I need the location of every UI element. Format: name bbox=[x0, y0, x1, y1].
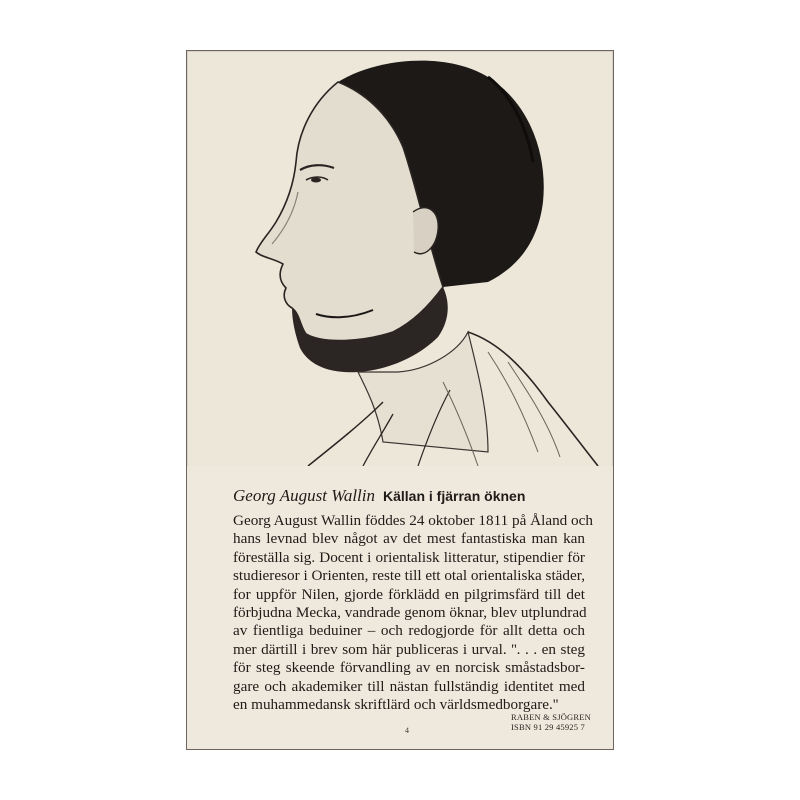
cover-heading bbox=[233, 486, 525, 506]
book-title: Källan i fjärran öknen bbox=[383, 488, 526, 504]
description-panel bbox=[187, 466, 613, 749]
book-back-cover bbox=[186, 50, 614, 750]
blurb-line: hans levnad blev något av det mest fantastiska man kan bbox=[233, 530, 585, 548]
blurb-line: för steg skeende förvandling av en norcisk småstadsbor- bbox=[233, 659, 585, 677]
publisher-block bbox=[511, 712, 591, 732]
blurb-line: gare och akademiker till nästan fullständig identitet med bbox=[233, 677, 585, 695]
blurb-line: studieresor i Orienten, reste till ett otal orientaliska städer, bbox=[233, 567, 585, 585]
blurb-line: mer därtill i brev som här publiceras i urval. ''. . . en steg bbox=[233, 640, 585, 658]
page-number: 4 bbox=[405, 726, 409, 735]
isbn: ISBN 91 29 45925 7 bbox=[511, 722, 585, 732]
blurb-line: föreställa sig. Docent i orientalisk litteratur, stipendier för bbox=[233, 548, 585, 566]
blurb-line: en muhammedansk skriftlärd och världsmedborgare.'' bbox=[233, 696, 559, 714]
blurb-line: Georg August Wallin föddes 24 oktober 1811 på Åland och bbox=[233, 512, 593, 529]
blurb-text bbox=[233, 512, 593, 714]
author-name: Georg August Wallin bbox=[233, 486, 375, 505]
portrait-illustration bbox=[188, 52, 612, 466]
blurb-line: förbjudna Mecka, vandrade genom öknar, blev utplundrad bbox=[233, 604, 587, 622]
blurb-line: av fientliga beduiner – och redogjorde för allt detta och bbox=[233, 622, 585, 640]
portrait-profile-drawing bbox=[188, 52, 612, 466]
publisher-name: RABEN & SJÖGREN bbox=[511, 712, 591, 722]
blurb-line: for uppför Nilen, gjorde förklädd en pilgrimsfärd till det bbox=[233, 585, 585, 603]
